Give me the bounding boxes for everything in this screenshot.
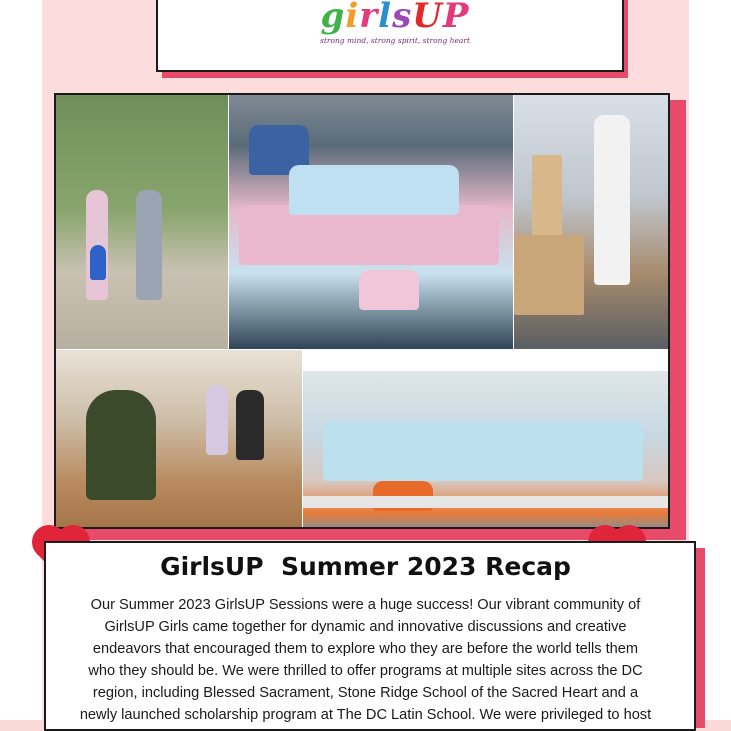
photo-collage [54,93,670,529]
girlsup-logo [300,0,490,60]
recap-line: who they should be. We were thrilled to offer programs at multiple sites across the DC [88,663,643,679]
recap-line: newly launched scholarship program at The DC Latin School. We were privileged to host [79,707,652,723]
logo-wordmark: girlsUP [320,0,470,36]
photo-dance-class [56,350,302,528]
logo-tagline: strong mind, strong spirit, strong heart [320,36,470,45]
photo-group-tshirts [303,371,670,529]
recap-body [60,594,671,726]
photo-two-girls-sidewalk [56,95,228,349]
recap-line: GirlsUP Girls came together for dynamic and innovative discussions and creative [104,619,627,635]
recap-title: GirlsUP Summer 2023 Recap [160,552,571,581]
recap-line: Our Summer 2023 GirlsUP Sessions were a huge success! Our vibrant community of [90,597,641,613]
recap-line: region, including Blessed Sacrament, Stone Ridge School of the Sacred Heart and a [92,685,639,701]
photo-jenga-tower [514,95,670,349]
recap-line: endeavors that encouraged them to explore who they are before the world tells them [92,641,639,657]
page-margin-left [0,0,42,720]
photo-group-pink-blue-shirts [229,95,513,349]
